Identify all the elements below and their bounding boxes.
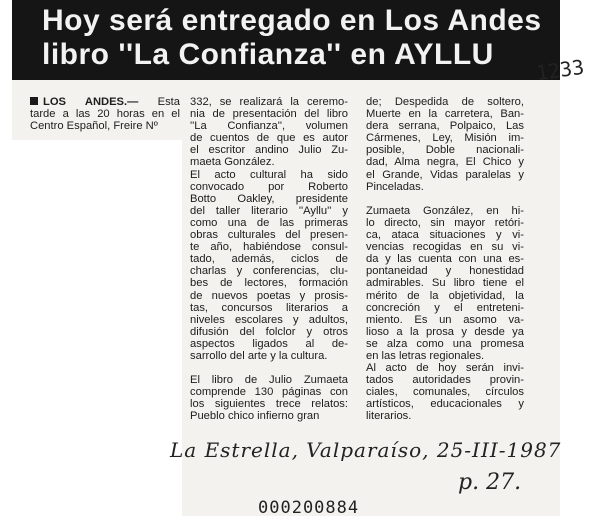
text-line: lo directo, sin mayor retóri- — [366, 216, 524, 229]
text-line: charlas y conferencias, clu- — [190, 265, 348, 278]
text-line: vencias recogidas en su vi- — [366, 241, 524, 254]
text-line: tarde a las 20 horas en el — [30, 108, 180, 121]
text-line: tados autoridades provin- — [366, 374, 524, 387]
text-line: de cuentos de que es autor — [190, 132, 348, 145]
text-line: miento. Es un asomo va- — [366, 313, 524, 326]
handwritten-source: La Estrella, Valparaíso, 25-III-1987 — [170, 438, 562, 462]
lede-rest: Esta — [138, 96, 180, 108]
text-line: aspectos ligados al de- — [190, 337, 348, 350]
headline-line-1: Hoy será entregado en Los Andes — [42, 4, 542, 37]
text-line: lioso a la prosa y desde ya — [366, 325, 524, 338]
text-line: de; Despedida de soltero, — [366, 96, 524, 108]
text-line: del taller literario ''Ayllu'' y — [190, 204, 348, 217]
text-line: comprende 130 páginas con — [190, 386, 348, 399]
text-line: los siguientes trece relatos: — [190, 398, 348, 411]
lede-line — [30, 96, 180, 108]
text-line — [190, 362, 348, 374]
text-line: Pueblo chico infierno gran — [190, 410, 320, 423]
text-line: dad, Alma negra, El Chico y — [366, 156, 524, 169]
text-line: Pinceladas. — [366, 180, 424, 193]
text-line: tas, concursos literarios a — [190, 301, 348, 314]
text-line: convocado por Roberto — [190, 180, 348, 193]
column-1 — [30, 96, 180, 132]
text-line: Muerte en la carretera, Ban- — [366, 108, 524, 121]
text-line: ciales, comunales, círculos — [366, 386, 524, 399]
torn-edge-blank — [0, 140, 182, 522]
text-line: admirables. Su libro tiene el — [366, 277, 524, 290]
handwritten-page: p. 27. — [458, 470, 522, 495]
headline-line-2: libro ''La Confianza'' en AYLLU — [42, 38, 494, 71]
text-line: concreción y el entreteni- — [366, 301, 524, 314]
text-line: de nuevos poetas y prosis- — [190, 289, 348, 302]
text-line — [366, 193, 524, 205]
text-line: el Grande, Vidas paralelas y — [366, 168, 524, 181]
lede-bullet-icon — [30, 97, 38, 105]
text-line: difusión del folclor y otros — [190, 325, 348, 338]
text-line: literarios. — [366, 410, 412, 423]
text-line: mérito de la objetividad, la — [366, 289, 524, 302]
text-line: Botto Oakley, presidente — [190, 192, 348, 205]
text-line: Zumaeta González, en hi- — [366, 204, 524, 217]
text-line: 332, se realizará la ceremo- — [190, 96, 348, 108]
column-3 — [366, 96, 524, 423]
text-line: bes de lectores, formación — [190, 277, 348, 290]
text-line: en las letras regionales. — [366, 349, 485, 362]
text-line: el escritor andino Julio Zu- — [190, 144, 348, 157]
text-line: maeta González. — [190, 156, 275, 169]
text-line: da y las cuenta con una es- — [366, 253, 524, 266]
text-line: posible, Doble nacionali- — [366, 144, 524, 157]
text-line: como una de las primeras — [190, 216, 348, 229]
text-line: ca, ataca situaciones y vi- — [366, 229, 524, 242]
column-2 — [190, 96, 348, 423]
text-line: sarrollo del arte y la cultura. — [190, 349, 328, 362]
text-line: nia de presentación del libro — [190, 108, 348, 121]
text-line: pontaneidad y honestidad — [366, 265, 524, 278]
text-line: Centro Español, Freire Nº — [30, 120, 158, 133]
text-line: se alza como una promesa — [366, 337, 524, 350]
text-line: artísticos, educacionales y — [366, 398, 524, 411]
lede-kicker: LOS ANDES.— — [43, 96, 139, 108]
headline-banner — [12, 0, 560, 80]
text-line: Cármenes, Ley, Misión im- — [366, 132, 524, 145]
text-line: obras culturales del presen- — [190, 229, 348, 242]
archive-stamp: 000200884 — [258, 498, 360, 518]
text-line: El acto cultural ha sido — [190, 168, 348, 181]
text-line: ''La Confianza'', volumen — [190, 120, 348, 133]
text-line: te año, habiéndose consul- — [190, 241, 348, 254]
text-line: dera serrana, Polpaico, Las — [366, 120, 524, 133]
text-line: El libro de Julio Zumaeta — [190, 374, 348, 387]
text-line: tado, además, ciclos de — [190, 253, 348, 266]
text-line: Al acto de hoy serán invi- — [366, 362, 524, 375]
text-line: niveles escolares y adultos, — [190, 313, 348, 326]
archive-number: 1233 — [534, 54, 586, 86]
